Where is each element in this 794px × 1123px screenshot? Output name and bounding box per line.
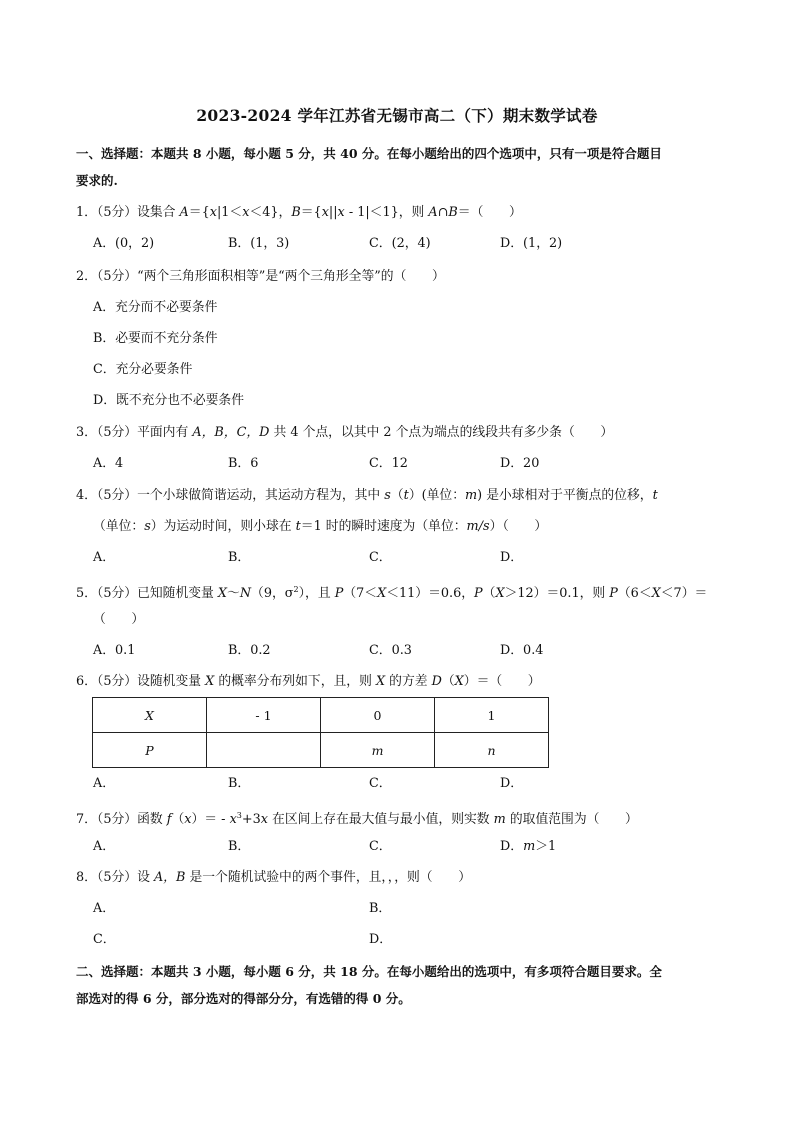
q1-option-a[interactable]: A．(0，2) [93, 236, 155, 251]
q5-exponent: 2 [293, 585, 299, 594]
q5-var: P [609, 586, 618, 601]
q8-option-a[interactable]: A． [93, 901, 116, 916]
q1-text: - 1|＜1}，则 [344, 205, 429, 220]
q3-var: A，B，C，D [192, 425, 270, 440]
q7-text: ）＝ - [191, 812, 230, 827]
q6-text: 6．（5分）设随机变量 [76, 674, 206, 689]
question-5-line-2: （ ） [93, 612, 145, 627]
q1-var: x [242, 205, 250, 220]
q5-option-c[interactable]: C．0.3 [369, 643, 412, 658]
q2-option-c[interactable]: C．充分必要条件 [93, 362, 193, 377]
q5-text: ），且 [298, 586, 335, 601]
question-4-line-2 [93, 516, 547, 538]
section-one-line-1: 一、选择题：本题共 8 小题，每小题 5 分，共 40 分。在每小题给出的四个选项中，只有一项是符合题目 [76, 146, 662, 161]
q1-var: B [448, 205, 458, 220]
q1-text: || [328, 205, 338, 220]
q7-var: m [493, 812, 506, 827]
q5-var: P [334, 586, 344, 601]
table-row [93, 733, 549, 768]
q8-option-b[interactable]: B． [369, 901, 392, 916]
q7-option-d-text: ＞1 [535, 839, 557, 854]
q7-text: 的取值范围为（ ） [505, 812, 638, 827]
q3-option-d[interactable]: D．20 [500, 456, 540, 471]
q5-var: X [651, 586, 661, 601]
q1-var: A [179, 205, 189, 220]
q7-option-a[interactable]: A． [93, 839, 116, 854]
q2-option-a[interactable]: A．充分而不必要条件 [93, 300, 218, 315]
q6-text: （ [441, 674, 455, 689]
q1-option-d[interactable]: D．(1，2) [500, 236, 563, 251]
q5-var: X [495, 586, 505, 601]
table-cell: P [93, 733, 207, 768]
q6-text: ）＝（ ） [463, 674, 541, 689]
q8-var: A，B [153, 870, 186, 885]
q4-option-b[interactable]: B． [228, 550, 251, 565]
q4-text: ）（ ） [489, 519, 548, 534]
q5-var: X [377, 586, 387, 601]
section-two-heading [76, 958, 726, 1012]
question-2: 2．（5分）“两个三角形面积相等”是“两个三角形全等”的（ ） [76, 269, 445, 284]
q3-option-c[interactable]: C．12 [369, 456, 408, 471]
table-cell: 1 [435, 698, 549, 733]
q6-var: X [205, 674, 215, 689]
q2-option-b[interactable]: B．必要而不充分条件 [93, 331, 218, 346]
q4-var: s [384, 488, 391, 503]
q4-text: ) 是小球相对于平衡点的位移， [477, 488, 653, 503]
q8-text: 是一个随机试验中的两个事件，且，，，则（ ） [185, 870, 471, 885]
q1-text: |1＜ [216, 205, 243, 220]
probability-distribution-table [92, 697, 549, 768]
section-two-line-2: 部选对的得 6 分，部分选对的得部分分，有选错的得 0 分。 [76, 991, 411, 1006]
q6-option-b[interactable]: B． [228, 776, 251, 791]
q5-text: 5．（5分）已知随机变量 [76, 586, 218, 601]
section-two-line-1: 二、选择题：本题共 3 小题，每小题 6 分，共 18 分。在每小题给出的选项中，有多项符合题目要求。全 [76, 964, 662, 979]
q1-option-c[interactable]: C．(2，4) [369, 236, 431, 251]
q5-text: （ [482, 586, 496, 601]
q5-option-a[interactable]: A．0.1 [93, 643, 136, 658]
q5-text: ＜11）＝0.6， [386, 586, 475, 601]
q4-option-a[interactable]: A． [93, 550, 116, 565]
q5-text: ～ [227, 586, 240, 601]
q4-option-d[interactable]: D． [500, 550, 524, 565]
q1-text: ∩ [437, 205, 449, 220]
q7-text: +3 [241, 812, 261, 827]
q6-option-c[interactable]: C． [369, 776, 392, 791]
q7-text: （ [171, 812, 185, 827]
q1-var: x [209, 205, 217, 220]
table-cell: 0 [321, 698, 435, 733]
q3-text: 3．（5分）平面内有 [76, 425, 193, 440]
q4-option-c[interactable]: C． [369, 550, 392, 565]
table-row [93, 698, 549, 733]
q5-text: （7＜ [343, 586, 378, 601]
q4-text: ＝1 时的瞬时速度为（单位： [300, 519, 467, 534]
table-cell: X [93, 698, 207, 733]
q1-text: ＝{ [188, 205, 210, 220]
q1-var: x [321, 205, 329, 220]
q2-option-d[interactable]: D．既不充分也不必要条件 [93, 393, 245, 408]
q5-text: ＜7）＝ [660, 586, 708, 601]
q5-option-d[interactable]: D．0.4 [500, 643, 544, 658]
table-cell: - 1 [207, 698, 321, 733]
q5-var: N [239, 586, 252, 601]
q4-var: m [465, 488, 478, 503]
q7-var: x [229, 812, 237, 827]
q7-var: x [260, 812, 268, 827]
section-one-heading [76, 140, 722, 194]
q6-option-d[interactable]: D． [500, 776, 524, 791]
q1-text: ＜4}， [249, 205, 292, 220]
table-cell [207, 733, 321, 768]
q1-var: B [291, 205, 301, 220]
q1-var: A [428, 205, 438, 220]
q4-text: ）为运动时间，则小球在 [150, 519, 296, 534]
question-3 [76, 422, 726, 444]
q3-option-b[interactable]: B．6 [228, 456, 259, 471]
q3-option-a[interactable]: A．4 [93, 456, 124, 471]
q7-var: m [523, 839, 536, 854]
q6-text: 的方差 [385, 674, 432, 689]
q8-option-d[interactable]: D． [369, 932, 393, 947]
q7-var: f [166, 812, 172, 827]
section-one-line-2: 要求的. [76, 173, 118, 188]
q7-option-b[interactable]: B． [228, 839, 251, 854]
question-7 [76, 805, 726, 831]
q8-text: 8．（5分）设 [76, 870, 154, 885]
q4-var: t [295, 519, 301, 534]
q6-var: X [454, 674, 464, 689]
q3-text: 共 4 个点，以其中 2 个点为端点的线段共有多少条（ ） [269, 425, 614, 440]
q5-option-b[interactable]: B．0.2 [228, 643, 271, 658]
q8-option-c[interactable]: C． [93, 932, 116, 947]
question-4 [76, 485, 726, 507]
q1-text: ＝{ [300, 205, 322, 220]
q5-text: （6＜ [617, 586, 652, 601]
q6-text: 的概率分布列如下，且，则 [214, 674, 376, 689]
table-cell: m [321, 733, 435, 768]
question-8 [76, 867, 726, 889]
question-6 [76, 671, 726, 693]
q6-var: X [375, 674, 386, 689]
q4-var: t [652, 488, 658, 503]
q6-var: D [431, 674, 442, 689]
table-cell: n [435, 733, 549, 768]
q5-text: ＞12）＝0.1，则 [504, 586, 610, 601]
q4-text: 4．（5分）一个小球做简谐运动，其运动方程为，其中 [76, 488, 385, 503]
q4-var: m/s [466, 519, 490, 534]
q7-text: 在区间上存在最大值与最小值，则实数 [267, 812, 494, 827]
q5-var: P [474, 586, 483, 601]
q7-exponent: 3 [236, 811, 242, 820]
q7-option-c[interactable]: C． [369, 839, 392, 854]
question-5 [76, 579, 726, 605]
question-1 [76, 202, 726, 224]
q4-text: （单位： [93, 519, 145, 534]
q5-text: （9，σ [251, 586, 294, 601]
q6-option-a[interactable]: A． [93, 776, 116, 791]
q4-var: t [403, 488, 409, 503]
q7-option-d-label: D． [500, 839, 524, 854]
q7-option-d[interactable] [500, 836, 556, 858]
q1-prefix: 1．（5分）设集合 [76, 205, 180, 220]
q1-text: ＝（ ） [457, 205, 522, 220]
page-title: 2023-2024 学年江苏省无锡市高二（下）期末数学试卷 [196, 106, 598, 125]
q4-text: （ [390, 488, 404, 503]
q1-var: x [337, 205, 345, 220]
q7-var: x [184, 812, 192, 827]
q1-option-b[interactable]: B．(1，3) [228, 236, 290, 251]
q5-var: X [217, 586, 228, 601]
q4-text: ）(单位： [408, 488, 465, 503]
q4-var: s [144, 519, 151, 534]
q7-text: 7．（5分）函数 [76, 812, 167, 827]
